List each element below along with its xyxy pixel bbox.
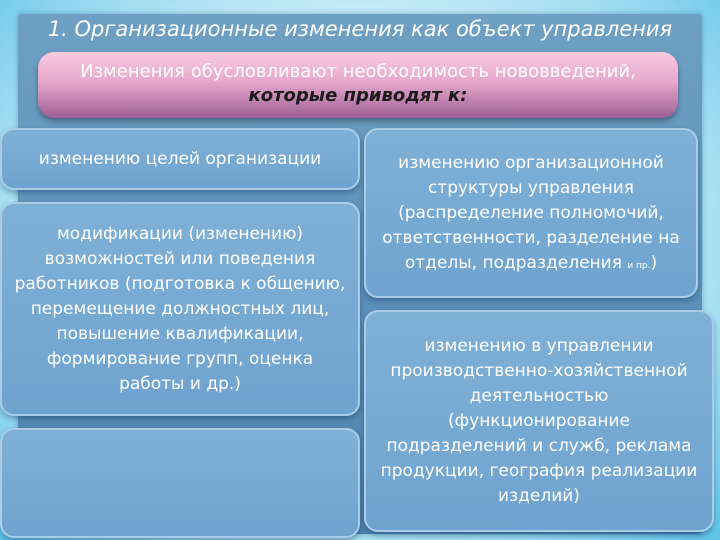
- box-goals: [0, 128, 360, 190]
- box-org-structure-small: и пр.: [627, 260, 651, 271]
- box-org-structure-text: изменению организационной структуры управления (распределение полномочий, ответственности, разделение на отделы, подразделения: [382, 152, 680, 273]
- box-employee-behavior: [0, 202, 360, 416]
- box-production-management: [364, 310, 714, 532]
- box-empty: [0, 428, 360, 538]
- banner-line-1: Изменения обусловливают необходимость нововведений,: [80, 61, 636, 82]
- box-goals-text: изменению целей организации: [38, 148, 322, 169]
- box-org-structure-content: [376, 151, 686, 276]
- box-production-management-text: изменению в управлении производственно-хозяйственной деятельностью (функционирование подразделений и служб, реклама продукции, география реализации изделий): [380, 335, 698, 506]
- slide-title: 1. Организационные изменения как объект управления: [47, 17, 673, 41]
- box-org-structure-close: ): [650, 252, 658, 273]
- banner-line-2: которые приводят к:: [248, 85, 468, 106]
- box-org-structure: [364, 128, 698, 298]
- box-employee-behavior-text: модификации (изменению) возможностей или поведения работников (подготовка к общению, перемещение должностных лиц, повышение квалификации, формирование групп, оценка работы и др.): [14, 223, 346, 394]
- banner: [38, 52, 678, 118]
